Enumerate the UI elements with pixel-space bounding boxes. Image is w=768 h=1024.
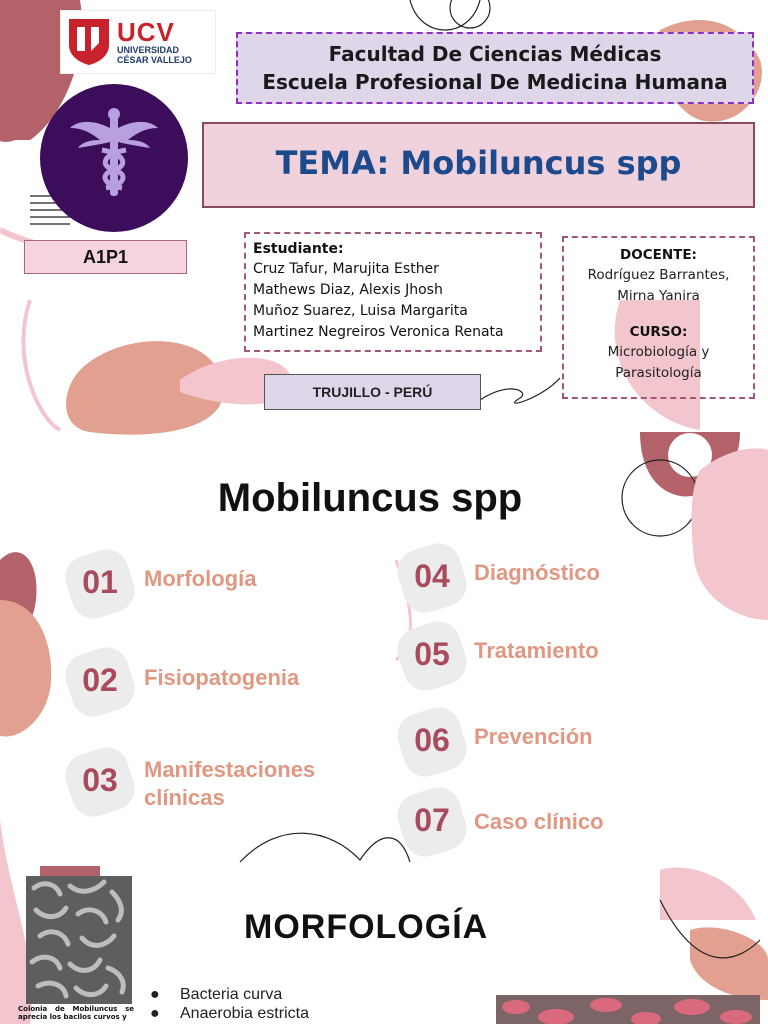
index-item-fisiopatogenia: Fisiopatogenia bbox=[144, 665, 300, 690]
teacher-name-line2: Mirna Yanira bbox=[617, 288, 700, 304]
teacher-course-box bbox=[562, 236, 755, 399]
course-name-line2: Parasitología bbox=[615, 365, 702, 381]
stain-photo bbox=[496, 995, 760, 1024]
teacher-name-line1: Rodríguez Barrantes, bbox=[587, 267, 730, 283]
faculty-name: Facultad De Ciencias Médicas bbox=[328, 42, 662, 66]
school-name: Escuela Profesional De Medicina Humana bbox=[262, 70, 728, 94]
topic-title: TEMA: Mobiluncus spp bbox=[275, 144, 682, 182]
morfologia-title: MORFOLOGÍA bbox=[244, 908, 489, 946]
students-label: Estudiante: bbox=[253, 241, 344, 257]
student-name: Mathews Diaz, Alexis Jhosh bbox=[253, 282, 443, 298]
university-logo bbox=[60, 10, 216, 74]
index-number: 04 bbox=[414, 558, 450, 594]
index-item-diagnostico: Diagnóstico bbox=[474, 560, 600, 585]
index-number: 07 bbox=[414, 802, 450, 838]
micrograph-image bbox=[26, 876, 132, 1004]
index-item-morfologia: Morfología bbox=[144, 566, 257, 591]
logo-university-name: UNIVERSIDAD CÉSAR VALLEJO bbox=[117, 45, 192, 65]
course-label: CURSO: bbox=[629, 324, 688, 340]
teacher-label: DOCENTE: bbox=[620, 247, 697, 263]
logo-brand: UCV bbox=[117, 17, 175, 47]
micrograph-caption: Colonia de Mobiluncus se aprecia los bacilos curvos y bbox=[18, 1005, 134, 1021]
index-number: 06 bbox=[414, 722, 450, 758]
student-name: Muñoz Suarez, Luisa Margarita bbox=[253, 303, 468, 319]
ucv-shield-icon bbox=[67, 17, 111, 67]
index-number: 05 bbox=[414, 636, 450, 672]
index-item-manifestaciones: Manifestaciones clínicas bbox=[144, 757, 316, 810]
bullet-item: ● Bacteria curva bbox=[150, 986, 283, 1003]
course-name-line1: Microbiología y bbox=[607, 344, 710, 360]
faculty-header-box bbox=[236, 32, 754, 104]
index-item-prevencion: Prevención bbox=[474, 724, 593, 749]
caduceus-icon bbox=[40, 84, 188, 232]
students-box bbox=[244, 232, 542, 352]
topic-box bbox=[202, 122, 755, 208]
index-number: 01 bbox=[82, 564, 118, 600]
bacteria-micrograph bbox=[26, 876, 132, 1004]
index-item-tratamiento: Tratamiento bbox=[474, 638, 599, 663]
medicine-emblem bbox=[40, 84, 188, 232]
section-code-label: A1P1 bbox=[24, 240, 187, 274]
bullet-item: ● Anaerobia estricta bbox=[150, 1005, 309, 1022]
index-number: 03 bbox=[82, 762, 118, 798]
index-number: 02 bbox=[82, 662, 118, 698]
index-item-caso-clinico: Caso clínico bbox=[474, 809, 604, 834]
index-title: Mobiluncus spp bbox=[217, 476, 523, 520]
bacteria-stain-image bbox=[496, 995, 760, 1024]
student-name: Martinez Negreiros Veronica Renata bbox=[253, 324, 504, 340]
student-name: Cruz Tafur, Marujita Esther bbox=[253, 261, 439, 277]
location-label: TRUJILLO - PERÚ bbox=[264, 374, 481, 410]
